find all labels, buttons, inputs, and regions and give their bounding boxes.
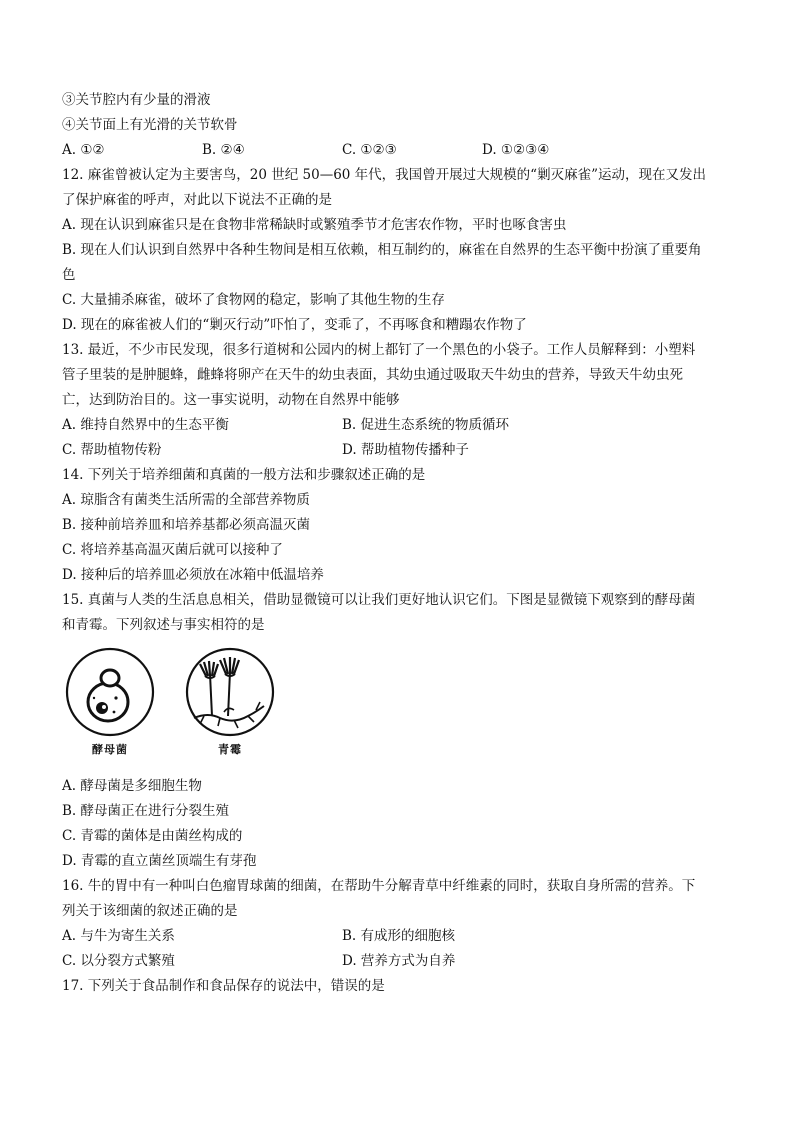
q12-option-b-line2: 色 bbox=[62, 267, 76, 283]
q14-option-c: C. 将培养基高温灭菌后就可以接种了 bbox=[62, 542, 283, 558]
q15-option-d: D. 青霉的直立菌丝顶端生有芽孢 bbox=[62, 853, 257, 869]
q11-item-4: ④关节面上有光滑的关节软骨 bbox=[62, 117, 238, 133]
exam-page bbox=[62, 88, 742, 999]
q13-option-b: B. 促进生态系统的物质循环 bbox=[342, 417, 510, 433]
q15-figure bbox=[62, 646, 742, 764]
q11-option-d: D. ①②③④ bbox=[482, 142, 550, 158]
yeast-figure bbox=[62, 646, 158, 764]
q15-option-a: A. 酵母菌是多细胞生物 bbox=[62, 778, 202, 794]
q12-option-c: C. 大量捕杀麻雀，破坏了食物网的稳定，影响了其他生物的生存 bbox=[62, 292, 445, 308]
q12-stem-line2: 了保护麻雀的呼声，对此以下说法不正确的是 bbox=[62, 192, 332, 208]
q16-option-c: C. 以分裂方式繁殖 bbox=[62, 953, 175, 969]
q13-stem-line1: 13. 最近，不少市民发现，很多行道树和公园内的树上都钉了一个黑色的小袋子。工作人员解释到：小塑料 bbox=[62, 342, 696, 358]
q16-option-a: A. 与牛为寄生关系 bbox=[62, 928, 175, 944]
q13-options-row1 bbox=[62, 413, 742, 438]
q12-option-a: A. 现在认识到麻雀只是在食物非常稀缺时或繁殖季节才危害农作物，平时也啄食害虫 bbox=[62, 217, 567, 233]
q16-options-row2 bbox=[62, 949, 742, 974]
q13-option-a: A. 维持自然界中的生态平衡 bbox=[62, 417, 229, 433]
q15-stem-line1: 15. 真菌与人类的生活息息相关，借助显微镜可以让我们更好地认识它们。下图是显微镜下观察到的酵母菌 bbox=[62, 592, 696, 608]
q15-option-b: B. 酵母菌正在进行分裂生殖 bbox=[62, 803, 230, 819]
q11-option-c: C. ①②③ bbox=[342, 142, 397, 158]
q16-option-b: B. 有成形的细胞核 bbox=[342, 928, 456, 944]
penicillium-caption: 青霉 bbox=[218, 743, 242, 756]
q16-options-row1 bbox=[62, 924, 742, 949]
q11-option-a: A. ①② bbox=[62, 142, 105, 158]
q12-option-b-line1: B. 现在人们认识到自然界中各种生物间是相互依赖，相互制约的，麻雀在自然界的生态平衡中扮演了重要角 bbox=[62, 242, 702, 258]
q13-stem-line3: 亡，达到防治目的。这一事实说明，动物在自然界中能够 bbox=[62, 392, 400, 408]
q15-stem-line2: 和青霉。下列叙述与事实相符的是 bbox=[62, 617, 265, 633]
q11-options bbox=[62, 138, 742, 163]
q14-option-b: B. 接种前培养皿和培养基都必须高温灭菌 bbox=[62, 517, 311, 533]
q16-option-d: D. 营养方式为自养 bbox=[342, 953, 456, 969]
q12-option-d: D. 现在的麻雀被人们的“剿灭行动”吓怕了，变乖了，不再啄食和糟蹋农作物了 bbox=[62, 317, 527, 333]
q14-stem: 14. 下列关于培养细菌和真菌的一般方法和步骤叙述正确的是 bbox=[62, 467, 426, 483]
penicillium-figure bbox=[182, 646, 278, 764]
q11-option-b: B. ②④ bbox=[202, 142, 245, 158]
q13-option-c: C. 帮助植物传粉 bbox=[62, 442, 162, 458]
yeast-caption: 酵母菌 bbox=[92, 743, 128, 756]
q14-option-a: A. 琼脂含有菌类生活所需的全部营养物质 bbox=[62, 492, 310, 508]
q13-option-d: D. 帮助植物传播种子 bbox=[342, 442, 469, 458]
q16-stem-line2: 列关于该细菌的叙述正确的是 bbox=[62, 903, 238, 919]
q13-stem-line2: 管子里装的是肿腿蜂，雌蜂将卵产在天牛的幼虫表面，其幼虫通过吸取天牛幼虫的营养，导致天牛幼虫死 bbox=[62, 367, 683, 383]
q15-option-c: C. 青霉的菌体是由菌丝构成的 bbox=[62, 828, 243, 844]
q13-options-row2 bbox=[62, 438, 742, 463]
q11-item-3: ③关节腔内有少量的滑液 bbox=[62, 92, 211, 108]
yeast-illustration bbox=[64, 646, 156, 738]
penicillium-illustration bbox=[184, 646, 276, 738]
q12-stem-line1: 12. 麻雀曾被认定为主要害鸟，20 世纪 50—60 年代，我国曾开展过大规模的“剿灭麻雀”运动，现在又发出 bbox=[62, 167, 706, 183]
q14-option-d: D. 接种后的培养皿必须放在冰箱中低温培养 bbox=[62, 567, 324, 583]
q16-stem-line1: 16. 牛的胃中有一种叫白色瘤胃球菌的细菌，在帮助牛分解青草中纤维素的同时，获取自身所需的营养。下 bbox=[62, 878, 696, 894]
q17-stem: 17. 下列关于食品制作和食品保存的说法中，错误的是 bbox=[62, 978, 385, 994]
